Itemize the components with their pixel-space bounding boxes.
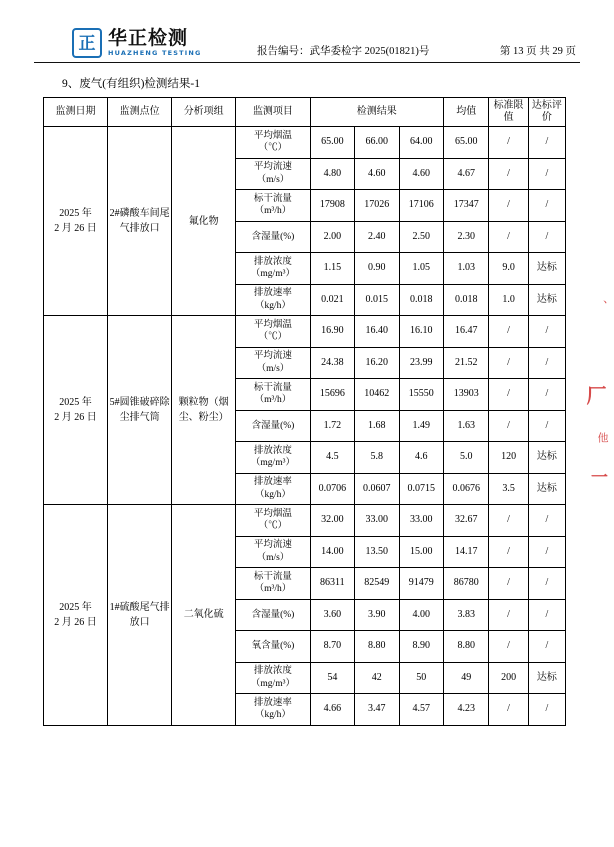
- cell-item: 标干流量 （m³/h）: [236, 190, 310, 222]
- cell-result-3: 33.00: [399, 505, 443, 537]
- cell-result-2: 17026: [355, 190, 399, 222]
- cell-result-3: 4.60: [399, 158, 443, 190]
- cell-result-3: 91479: [399, 568, 443, 600]
- cell-eval: /: [528, 221, 565, 253]
- date-line-2: 2 月 26 日: [54, 223, 97, 234]
- cell-group: 二氧化硫: [172, 505, 236, 726]
- cell-result-2: 66.00: [355, 127, 399, 159]
- cell-item: 排放速率 （kg/h）: [236, 284, 310, 316]
- cell-result-3: 1.05: [399, 253, 443, 285]
- cell-point: 1#硫酸尾气排放口: [108, 505, 172, 726]
- cell-item: 排放浓度 （mg/m³）: [236, 442, 310, 474]
- stamp-mark-1: 、: [594, 300, 608, 314]
- cell-result-1: 16.90: [310, 316, 354, 348]
- cell-average: 21.52: [443, 347, 488, 379]
- cell-limit: /: [489, 190, 528, 222]
- cell-result-2: 13.50: [355, 536, 399, 568]
- cell-limit: /: [489, 599, 528, 631]
- cell-item: 排放速率 （kg/h）: [236, 473, 310, 505]
- table-row: [44, 316, 566, 348]
- cell-result-2: 0.015: [355, 284, 399, 316]
- cell-result-2: 2.40: [355, 221, 399, 253]
- cell-result-2: 8.80: [355, 631, 399, 663]
- cell-limit: 120: [489, 442, 528, 474]
- cell-date: [44, 127, 108, 316]
- cell-average: 0.0676: [443, 473, 488, 505]
- cell-item: 排放浓度 （mg/m³）: [236, 662, 310, 694]
- company-logo: [34, 28, 239, 58]
- cell-eval: 达标: [528, 662, 565, 694]
- cell-item: 平均烟温 （℃）: [236, 505, 310, 537]
- table-row: [44, 505, 566, 537]
- cell-result-3: 2.50: [399, 221, 443, 253]
- cell-eval: /: [528, 694, 565, 726]
- cell-result-2: 10462: [355, 379, 399, 411]
- date-line-1: 2025 年: [59, 208, 92, 219]
- cell-result-1: 65.00: [310, 127, 354, 159]
- cell-result-3: 64.00: [399, 127, 443, 159]
- cell-item: 平均烟温 （℃）: [236, 127, 310, 159]
- cell-result-2: 0.90: [355, 253, 399, 285]
- cell-item: 排放速率 （kg/h）: [236, 694, 310, 726]
- cell-result-1: 4.80: [310, 158, 354, 190]
- cell-limit: 200: [489, 662, 528, 694]
- cell-average: 65.00: [443, 127, 488, 159]
- date-line-2: 2 月 26 日: [54, 412, 97, 423]
- cell-result-1: 8.70: [310, 631, 354, 663]
- cell-average: 1.63: [443, 410, 488, 442]
- cell-eval: /: [528, 127, 565, 159]
- cell-result-3: 50: [399, 662, 443, 694]
- cell-group: 氟化物: [172, 127, 236, 316]
- cell-result-1: 2.00: [310, 221, 354, 253]
- cell-result-3: 17106: [399, 190, 443, 222]
- page-number: 第 13 页 共 29 页: [499, 46, 576, 57]
- cell-limit: /: [489, 694, 528, 726]
- cell-limit: /: [489, 568, 528, 600]
- cell-eval: /: [528, 379, 565, 411]
- cell-result-2: 16.20: [355, 347, 399, 379]
- cell-result-1: 24.38: [310, 347, 354, 379]
- emission-results-table: [43, 97, 566, 726]
- cell-limit: /: [489, 127, 528, 159]
- header-item: 监测项目: [236, 98, 310, 127]
- cell-average: 17347: [443, 190, 488, 222]
- date-line-2: 2 月 26 日: [54, 616, 97, 628]
- cell-result-1: 0.0706: [310, 473, 354, 505]
- cell-average: 4.67: [443, 158, 488, 190]
- cell-eval: /: [528, 631, 565, 663]
- cell-eval: /: [528, 568, 565, 600]
- cell-result-1: 14.00: [310, 536, 354, 568]
- cell-eval: /: [528, 158, 565, 190]
- header-point: 监测点位: [108, 98, 172, 127]
- stamp-mark-4: 一: [587, 468, 607, 487]
- cell-average: 32.67: [443, 505, 488, 537]
- cell-result-1: 15696: [310, 379, 354, 411]
- date-line-1: 2025 年: [59, 601, 92, 613]
- page-header: [34, 18, 580, 63]
- cell-result-2: 42: [355, 662, 399, 694]
- cell-result-3: 8.90: [399, 631, 443, 663]
- header-eval: 达标评价: [528, 98, 565, 127]
- cell-average: 86780: [443, 568, 488, 600]
- cell-result-2: 0.0607: [355, 473, 399, 505]
- header-average: 均值: [443, 98, 488, 127]
- cell-result-3: 15550: [399, 379, 443, 411]
- cell-eval: /: [528, 190, 565, 222]
- cell-item: 氧含量(%): [236, 631, 310, 663]
- cell-result-3: 4.57: [399, 694, 443, 726]
- cell-limit: /: [489, 316, 528, 348]
- cell-result-2: 3.47: [355, 694, 399, 726]
- cell-average: 16.47: [443, 316, 488, 348]
- cell-limit: /: [489, 505, 528, 537]
- cell-result-2: 33.00: [355, 505, 399, 537]
- stamp-mark-3: 他: [596, 432, 609, 445]
- cell-eval: /: [528, 410, 565, 442]
- table-header-row: [44, 98, 566, 127]
- logo-company-name-cn: 华正检测: [108, 27, 189, 50]
- cell-average: 13903: [443, 379, 488, 411]
- cell-group: 颗粒物（烟尘、粉尘）: [172, 316, 236, 505]
- cell-eval: /: [528, 347, 565, 379]
- cell-result-3: 4.00: [399, 599, 443, 631]
- cell-eval: 达标: [528, 253, 565, 285]
- cell-limit: /: [489, 410, 528, 442]
- cell-eval: /: [528, 599, 565, 631]
- header-group: 分析项组: [172, 98, 236, 127]
- cell-date: [44, 316, 108, 505]
- cell-item: 平均流速 （m/s）: [236, 536, 310, 568]
- cell-limit: 1.0: [489, 284, 528, 316]
- cell-result-1: 86311: [310, 568, 354, 600]
- cell-point: 5#圆锥破碎除尘排气筒: [108, 316, 172, 505]
- cell-result-1: 32.00: [310, 505, 354, 537]
- cell-eval: /: [528, 505, 565, 537]
- cell-result-2: 5.8: [355, 442, 399, 474]
- cell-eval: /: [528, 316, 565, 348]
- cell-eval: /: [528, 536, 565, 568]
- cell-limit: 3.5: [489, 473, 528, 505]
- cell-average: 3.83: [443, 599, 488, 631]
- logo-mark-icon: 正: [72, 28, 102, 58]
- cell-item: 平均流速 （m/s）: [236, 158, 310, 190]
- cell-result-3: 0.018: [399, 284, 443, 316]
- cell-item: 标干流量 （m³/h）: [236, 379, 310, 411]
- cell-result-2: 16.40: [355, 316, 399, 348]
- cell-average: 4.23: [443, 694, 488, 726]
- cell-result-3: 1.49: [399, 410, 443, 442]
- cell-average: 8.80: [443, 631, 488, 663]
- cell-item: 含湿量(%): [236, 410, 310, 442]
- cell-result-1: 1.15: [310, 253, 354, 285]
- stamp-mark-2: 厂: [583, 385, 607, 407]
- cell-average: 14.17: [443, 536, 488, 568]
- cell-result-3: 4.6: [399, 442, 443, 474]
- cell-average: 49: [443, 662, 488, 694]
- cell-limit: 9.0: [489, 253, 528, 285]
- cell-average: 1.03: [443, 253, 488, 285]
- cell-result-1: 1.72: [310, 410, 354, 442]
- cell-item: 平均烟温 （℃）: [236, 316, 310, 348]
- cell-result-3: 15.00: [399, 536, 443, 568]
- cell-result-1: 54: [310, 662, 354, 694]
- cell-average: 0.018: [443, 284, 488, 316]
- cell-item: 排放浓度 （mg/m³）: [236, 253, 310, 285]
- cell-eval: 达标: [528, 442, 565, 474]
- cell-result-2: 1.68: [355, 410, 399, 442]
- cell-item: 含湿量(%): [236, 599, 310, 631]
- header-results: 检测结果: [310, 98, 443, 127]
- cell-item: 标干流量 （m³/h）: [236, 568, 310, 600]
- cell-result-2: 3.90: [355, 599, 399, 631]
- cell-eval: 达标: [528, 284, 565, 316]
- report-number: 报告编号：武华委检字 2025(01821)号: [257, 46, 430, 57]
- cell-point: 2#磷酸车间尾气排放口: [108, 127, 172, 316]
- cell-result-2: 82549: [355, 568, 399, 600]
- cell-result-3: 16.10: [399, 316, 443, 348]
- header-limit: 标准限值: [489, 98, 528, 127]
- date-line-1: 2025 年: [59, 397, 92, 408]
- cell-item: 平均流速 （m/s）: [236, 347, 310, 379]
- cell-result-1: 3.60: [310, 599, 354, 631]
- cell-average: 5.0: [443, 442, 488, 474]
- cell-result-2: 4.60: [355, 158, 399, 190]
- cell-item: 含湿量(%): [236, 221, 310, 253]
- cell-result-1: 4.66: [310, 694, 354, 726]
- cell-eval: 达标: [528, 473, 565, 505]
- cell-limit: /: [489, 631, 528, 663]
- cell-limit: /: [489, 221, 528, 253]
- header-date: 监测日期: [44, 98, 108, 127]
- cell-limit: /: [489, 536, 528, 568]
- cell-limit: /: [489, 347, 528, 379]
- cell-average: 2.30: [443, 221, 488, 253]
- cell-result-3: 23.99: [399, 347, 443, 379]
- logo-company-name-en: HUAZHENG TESTING: [108, 49, 202, 58]
- section-title: 9、废气(有组织)检测结果-1: [62, 78, 200, 90]
- table-row: [44, 127, 566, 159]
- cell-result-3: 0.0715: [399, 473, 443, 505]
- cell-result-1: 4.5: [310, 442, 354, 474]
- cell-result-1: 0.021: [310, 284, 354, 316]
- cell-limit: /: [489, 158, 528, 190]
- cell-date: [44, 505, 108, 726]
- cell-limit: /: [489, 379, 528, 411]
- cell-result-1: 17908: [310, 190, 354, 222]
